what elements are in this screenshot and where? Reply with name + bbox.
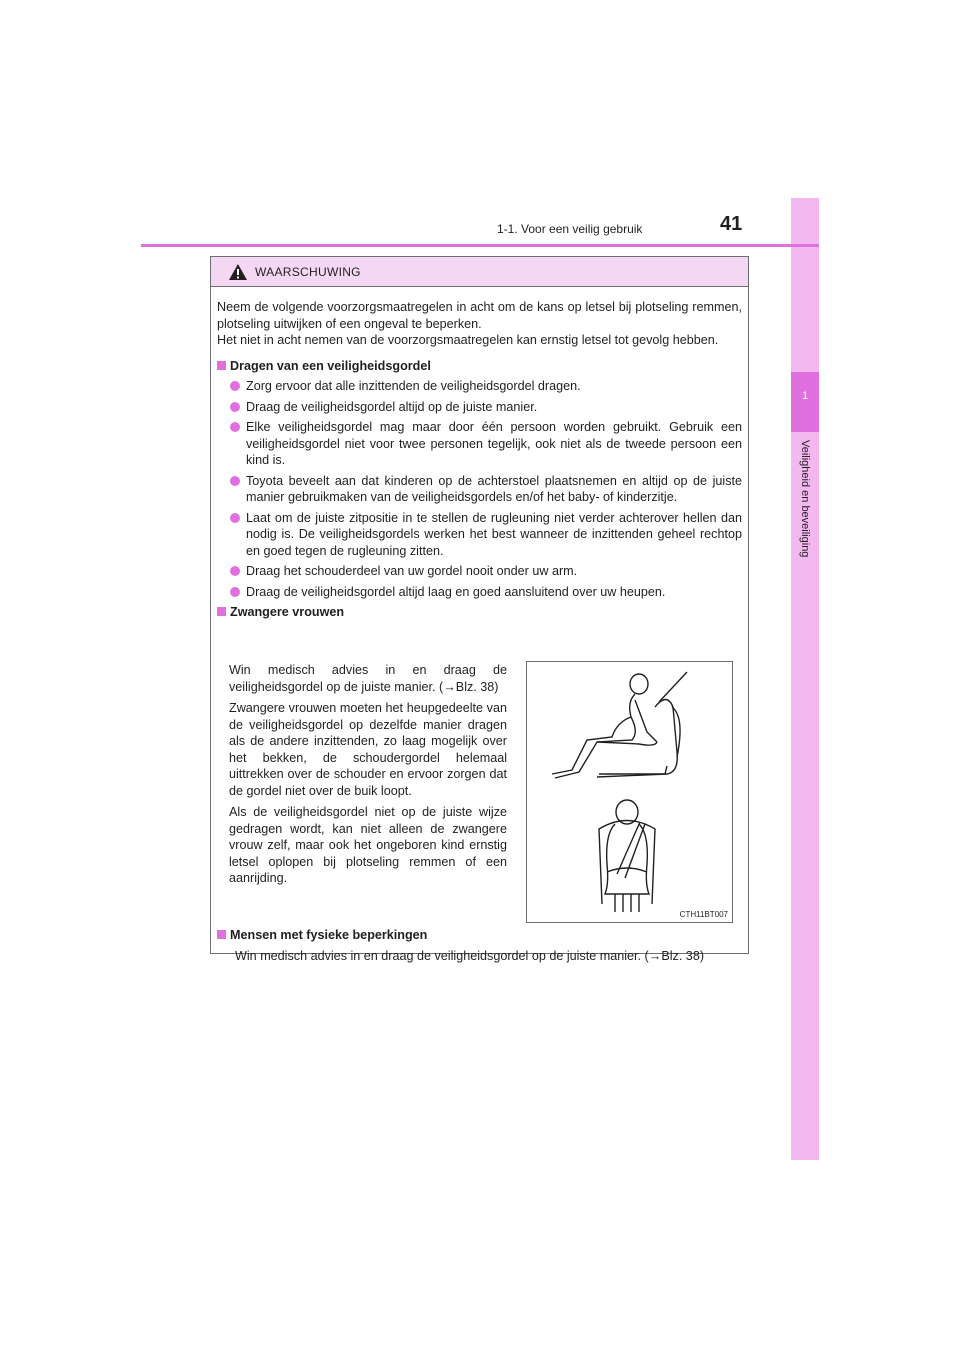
- dot-bullet-icon: [230, 587, 240, 597]
- list-item: [229, 510, 742, 560]
- intro-paragraph: Neem de volgende voorzorgsmaatregelen in acht om de kans op letsel bij plotseling remmen, plotseling uitwijken of een ongeval te beperken.: [217, 300, 742, 331]
- pregnant-text: [229, 662, 507, 892]
- chapter-title: 1-1. Voor een veilig gebruik: [497, 222, 643, 236]
- warning-header: [211, 257, 748, 287]
- dot-bullet-icon: [230, 402, 240, 412]
- disability-section: [217, 927, 742, 964]
- paragraph: Zwangere vrouwen moeten het heupgedeelte van de veiligheidsgordel op dezelfde manier dragen als de andere inzittenden, zo laag mogelijk over het bekken, de schoudergordel helemaal uittrekken over de schouder en ervoor zorgen dat de gordel niet over de buik loopt.: [229, 701, 507, 798]
- pregnant-seatbelt-illustration: [526, 661, 733, 923]
- section-heading: [217, 604, 742, 621]
- seated-woman-side-view-icon: [527, 662, 732, 792]
- section-heading-text: Mensen met fysieke beperkingen: [230, 928, 428, 942]
- side-tab-title-wrap: [791, 440, 819, 640]
- header-rule: [141, 244, 819, 247]
- bullet-list: [217, 378, 742, 600]
- list-item-text: Draag het schouderdeel van uw gordel nooit onder uw arm.: [246, 564, 578, 578]
- list-item: [229, 399, 742, 416]
- intro-paragraph: Het niet in acht nemen van de voorzorgsmaatregelen kan ernstig letsel tot gevolg hebben.: [217, 333, 719, 347]
- list-item-text: Zorg ervoor dat alle inzittenden de veiligheidsgordel dragen.: [246, 379, 581, 393]
- dot-bullet-icon: [230, 513, 240, 523]
- seated-woman-front-view-icon: [527, 794, 732, 914]
- square-bullet-icon: [217, 361, 226, 370]
- warning-box: [210, 256, 749, 963]
- section-heading: [217, 358, 742, 375]
- square-bullet-icon: [217, 607, 226, 616]
- section-heading-text: Zwangere vrouwen: [230, 605, 345, 619]
- list-item: [229, 419, 742, 469]
- list-item: [229, 378, 742, 395]
- list-item-text: Draag de veiligheidsgordel altijd laag en goed aansluitend over uw heupen.: [246, 584, 666, 599]
- list-item: [229, 563, 742, 580]
- side-tab-number: 1: [801, 390, 809, 402]
- side-tab: [791, 198, 819, 1160]
- section-heading: [217, 927, 742, 944]
- list-item: [229, 584, 742, 601]
- side-tab-marker: [791, 372, 819, 432]
- list-item-text: Elke veiligheidsgordel mag maar door één persoon worden gebruikt. Gebruik een veiligheidsgordel niet voor twee personen tegelijk, ook niet als de tweede persoon een kind is.: [246, 420, 742, 467]
- warning-triangle-icon: [228, 263, 248, 281]
- list-item: [229, 473, 742, 506]
- page-number: 41: [720, 213, 743, 235]
- side-tab-title: Veiligheid en beveiliging: [799, 440, 811, 558]
- dot-bullet-icon: [230, 381, 240, 391]
- warning-content: [217, 299, 742, 625]
- illustration-code: CTH11BT007: [679, 910, 728, 919]
- paragraph: Win medisch advies in en draag de veiligheidsgordel op de juiste manier. (→Blz. 38): [235, 948, 705, 963]
- list-item-text: Laat om de juiste zitpositie in te stellen de rugleuning niet verder achterover hellen dan nodig is. De veiligheidsgordels werken het best wanneer de inzittenden geheel rechtop en goed tegen de rugleuning zitten.: [246, 510, 742, 558]
- list-item-text: Draag de veiligheidsgordel altijd op de juiste manier.: [246, 399, 538, 414]
- paragraph: Als de veiligheidsgordel niet op de juiste wijze gedragen wordt, kan niet alleen de zwangere vrouw zelf, maar ook het ongeboren kind ernstig letsel oplopen bij plotseling remmen of een aanrijding.: [229, 805, 507, 885]
- square-bullet-icon: [217, 930, 226, 939]
- list-item-text: Toyota beveelt aan dat kinderen op de achterstoel plaatsnemen en altijd op de juiste manier gebruikmaken van de veiligheidsgordels en/of het baby- of kinderzitje.: [246, 473, 742, 504]
- dot-bullet-icon: [230, 422, 240, 432]
- paragraph: Win medisch advies in en draag de veiligheidsgordel op de juiste manier. (→Blz. 38): [229, 663, 507, 694]
- dot-bullet-icon: [230, 476, 240, 486]
- dot-bullet-icon: [230, 566, 240, 576]
- section-heading-text: Dragen van een veiligheidsgordel: [230, 358, 431, 373]
- warning-title: WAARSCHUWING: [255, 265, 361, 279]
